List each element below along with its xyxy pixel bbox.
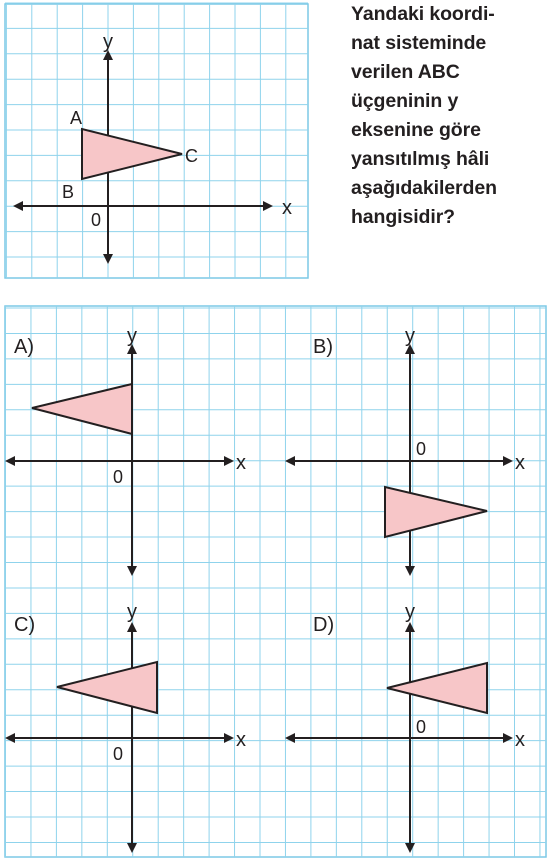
question-x-label: x xyxy=(282,197,292,219)
option-a-origin-label: 0 xyxy=(113,467,124,487)
option-c-y-label: y xyxy=(127,601,137,623)
option-d-label: D) xyxy=(313,614,335,636)
option-d-x-label: x xyxy=(515,729,525,751)
triangle-abc xyxy=(82,129,182,179)
option-c-label: C) xyxy=(14,614,36,636)
question-line: verilen ABC xyxy=(351,61,460,83)
question-line: eksenine göre xyxy=(351,119,481,141)
option-b-label: B) xyxy=(313,336,333,358)
question-line: aşağıdakilerden xyxy=(351,177,497,199)
option-d-origin-label: 0 xyxy=(416,717,427,737)
question-line: nat sisteminde xyxy=(351,32,487,54)
option-b-origin-label: 0 xyxy=(416,439,427,459)
question-grid xyxy=(5,3,308,278)
options-grid-frame xyxy=(5,306,546,857)
option-c-origin-label: 0 xyxy=(113,744,124,764)
vertex-label-c: C xyxy=(185,146,198,166)
options-grid xyxy=(5,306,546,857)
option-b-x-label: x xyxy=(515,452,525,474)
vertex-label-a: A xyxy=(70,108,83,128)
option-d-triangle xyxy=(387,663,487,713)
question-text xyxy=(351,0,548,232)
option-a-x-label: x xyxy=(236,452,246,474)
vertex-label-b: B xyxy=(62,182,75,202)
question-line: hangisidir? xyxy=(351,206,455,228)
question-line: üçgeninin y xyxy=(351,90,459,112)
question-grid-lines xyxy=(5,3,308,278)
option-a-y-label: y xyxy=(127,325,137,347)
option-c-x-label: x xyxy=(236,729,246,751)
question-origin-label: 0 xyxy=(91,210,102,230)
question-y-label: y xyxy=(103,31,113,53)
question-line: Yandaki koordi- xyxy=(351,3,495,25)
option-b-triangle xyxy=(385,487,487,537)
option-a-label: A) xyxy=(14,336,34,358)
option-d-y-label: y xyxy=(405,601,415,623)
option-b-y-label: y xyxy=(405,325,415,347)
question-grid-frame xyxy=(5,4,308,278)
options-grid-lines xyxy=(5,306,546,857)
question-line: yansıtılmış hâli xyxy=(351,148,490,170)
